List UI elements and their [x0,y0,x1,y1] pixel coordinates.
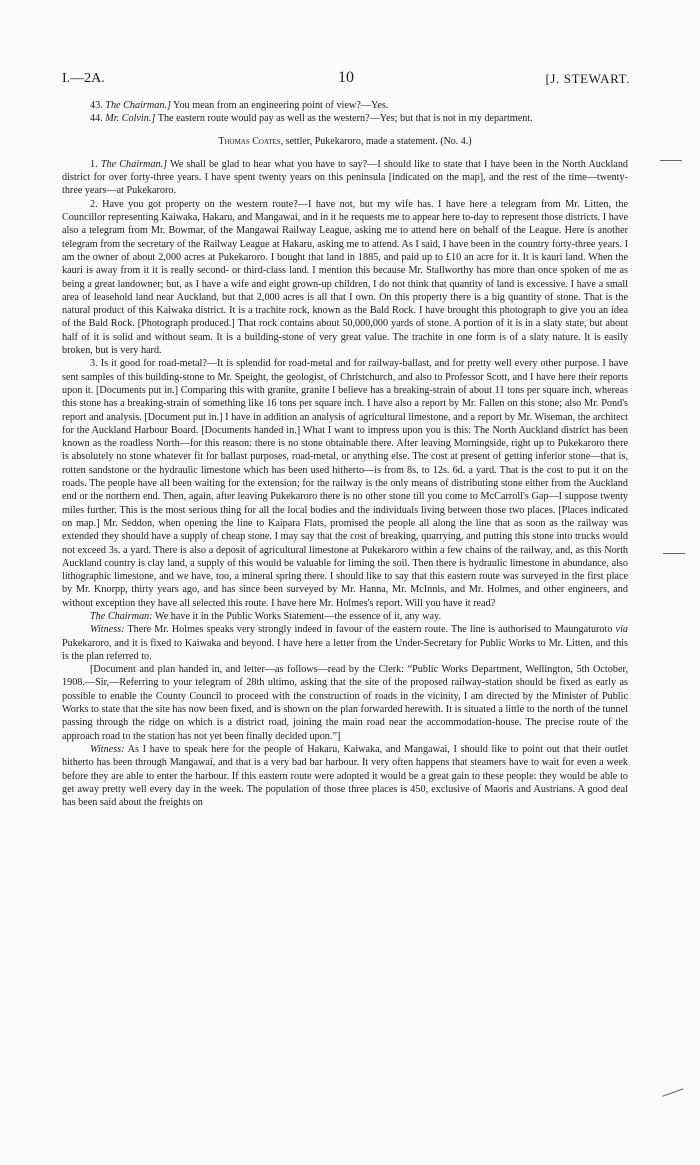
paragraph-text: We shall be glad to hear what you have to say?—I should like to state that I have been in the North Auckland district for over forty-three years. I have spent twenty years on this peninsula [indicated on the map], and the rest of the time—twenty-three years—at Pukekaroro. [62,158,629,197]
margin-mark [663,553,685,554]
paragraph-text: There Mr. Holmes speaks very strongly indeed in favour of the eastern route. The line is authorised to Maungaturoto [124,624,616,636]
paragraph-43 [62,99,628,112]
heading-text: , settler, Pukekaroro, made a statement. (No. 4.) [280,135,472,147]
question-number: 43. [90,100,103,111]
speaker: Witness: [90,624,125,636]
report-code: I.—2A. [62,71,105,86]
italic-word: via [615,624,628,636]
document-letter: [Document and plan handed in, and letter—as follows—read by the Clerk: “Public Works Department, Wellington, 5th October, 1908.—Sir,—Referring to your telegram of 28th ultimo, asking that the site of the proposed railway-station should be fixed as early as possible to enable the County Council to proceed with the construction of roads in the vicinity, I am directed by the Minister of Public Works to state that the site has now been fixed, and is shown on the plan forwarded herewith. It is situated a little to the north of the tunnel passing through the ridge on which is a district road, joining the main road near the accommodation-house. The precise route of the approach road to the station has not yet been finally decided upon.”] [62,664,628,742]
paragraph-text: As I have to speak here for the people of Hakaru, Kaiwaka, and Mangawai, I should like to point out that their outlet hitherto has been through Mangawai, and that is a very bad bar harbour. It very often happens that steamers have to wait for even a week before they are able to enter the harbour. If this eastern route were adopted it would be a great gain to these people: they would be able to get away pretty well every day in the week. The population of those three places is 450, exclusive of Maoris and Austrians. A good deal has been said about the freights on [62,743,628,809]
speaker: The Chairman.] [100,158,168,170]
page-header [62,70,630,88]
question-3: 3. Is it good for road-metal?—It is splendid for road-metal and for railway-ballast, and for pretty well every other purpose. I have sent samples of this building-stone to Mr. Speight, the geologist, of Christchurch, and also to Professor Scott, and I have here their reports upon it. [Documents put in.] Comparing this with granite, granite I believe has a breaking-strain of about 11 tons per square inch, whereas this stone has a breaking-strain of something like 16 tons per square inch. I have also a report by Mr. Fallen on this stone; also Mr. Pond's report and analysis. [Document put in.] I have in addition an analysis of agricultural limestone, and a report by Mr. Wiseman, the architect for the Auckland Harbour Board. [Documents handed in.] What I want to impress upon you is this: The North Auckland district has been known as the roadless North—for this reason: there is no stone obtainable there. After leaving Morningside, right up to Pukekaroro there is absolutely no stone whatever fit for ballast purposes, road-metal, or anything else. The cost at present of getting inferior stone—that is, rotten sandstone or the hydraulic limestone which has been used hitherto—is from 8s. to 12s. 6d. a yard. That is the cost to put it on the roads. The people have all been waiting for the extension; for the railway is the only means of distributing stone either from the Auckland end or the northern end. Then, again, after leaving Pukekaroro there is no other stone till you come to McCarroll's Gap—I suppose twenty miles further. This is the most serious thing for all the local bodies and the individuals living between those two places. [Places indicated on map.] Mr. Seddon, when opening the line to Kaipara Flats, promised the people all along the line that as soon as the railway was extended they should have a supply of cheap stone. I may say that the cost of breaking, quarrying, and putting this stone into trucks would not exceed 3s. a yard. There is also a deposit of agricultural limestone at Pukekaroro within a few chains of the railway, and, as this North Auckland country is clay land, a supply of this would be valuable for liming the soil. Then there is hydraulic limestone in abundance, also lithographic limestone, and we have, too, a mineral spring there. I should like to say that this eastern route was surveyed in the first place by Mr. Knorpp, thirty years ago, and has since been surveyed by Mr. Hanna, Mr. McInnis, and Mr. Holmes, and other engineers, and without exception they have all selected this route. I have here Mr. Holmes's report. Will you have it read? [62,358,628,609]
speaker: The Chairman: [90,610,153,622]
speaker: The Chairman.] [105,100,171,111]
question-number: 44. [90,113,103,125]
margin-mark [662,1088,683,1097]
paragraph-text: You mean from an engineering point of view?—Yes. [170,100,389,111]
paragraph-text: We have it in the Public Works Statement—the essence of it, any way. [152,610,441,622]
witness-statement-1 [62,623,628,663]
witness-name: Thomas Coates [218,135,281,147]
page-number: 10 [338,69,354,86]
speaker: Mr. Colvin.] [105,113,156,125]
paragraph-44 [62,112,628,125]
witness-heading [62,135,628,148]
chairman-remark [62,610,628,623]
document-body [62,99,628,809]
paragraph-text: The eastern route would pay as well as the western?—Yes; but that is not in my department. [155,113,533,125]
question-2: 2. Have you got property on the western route?—I have not, but my wife has. I have here a telegram from Mr. Litten, the Councillor representing Kaiwaka, Hakaru, and Mangawai, and in it he requests me to appear here to-day to represent those districts. I have also a telegram from Mr. Bowmar, of the Mangawai Railway League, asking me to attend here on behalf of the League. Here is another telegram from the secretary of the Railway League at Hakaru, asking me to attend. As I said, I have been in the country forty-three years. I am the owner of about 2,000 acres at Pukekaroro. I bought that land in 1885, and paid up to £10 an acre for it. It is kauri land. When the kauri is away from it it is really second- or third-class land. I mention this because Mr. Stallworthy has more than once spoken of me as being a great landowner; but, as I have a wife and eight grown-up children, I do not think that quantity of land is excessive. I have a small area of leasehold land near Auckland, but that 2,000 acres is all that I own. On this property there is a big quantity of stone. That is the natural product of this Kaiwaka district. It is a trachite rock, known as the Bald Rock. I have brought this photograph to give you an idea of the Bald Rock. [Photograph produced.] That rock contains about 50,000,000 yards of stone. A portion of it is in a slaty state, but about half of it is solid and without seam. It is a building-stone of very great value. The trachite in one form is of a slaty nature. It is easily broken, but is very hard. [62,198,628,357]
witness-statement-2 [62,743,628,809]
witness-name-header: [J. STEWART. [545,71,630,86]
question-1 [62,158,628,198]
paragraph-text: Pukekaroro, and it is fixed to Kaiwaka and beyond. I have here a letter from the Under-Secretary for Public Works to Mr. Litten, and this is the plan referred to. [62,637,628,662]
margin-mark [660,160,682,161]
speaker: Witness: [90,743,125,755]
question-number: 1. [90,158,98,170]
